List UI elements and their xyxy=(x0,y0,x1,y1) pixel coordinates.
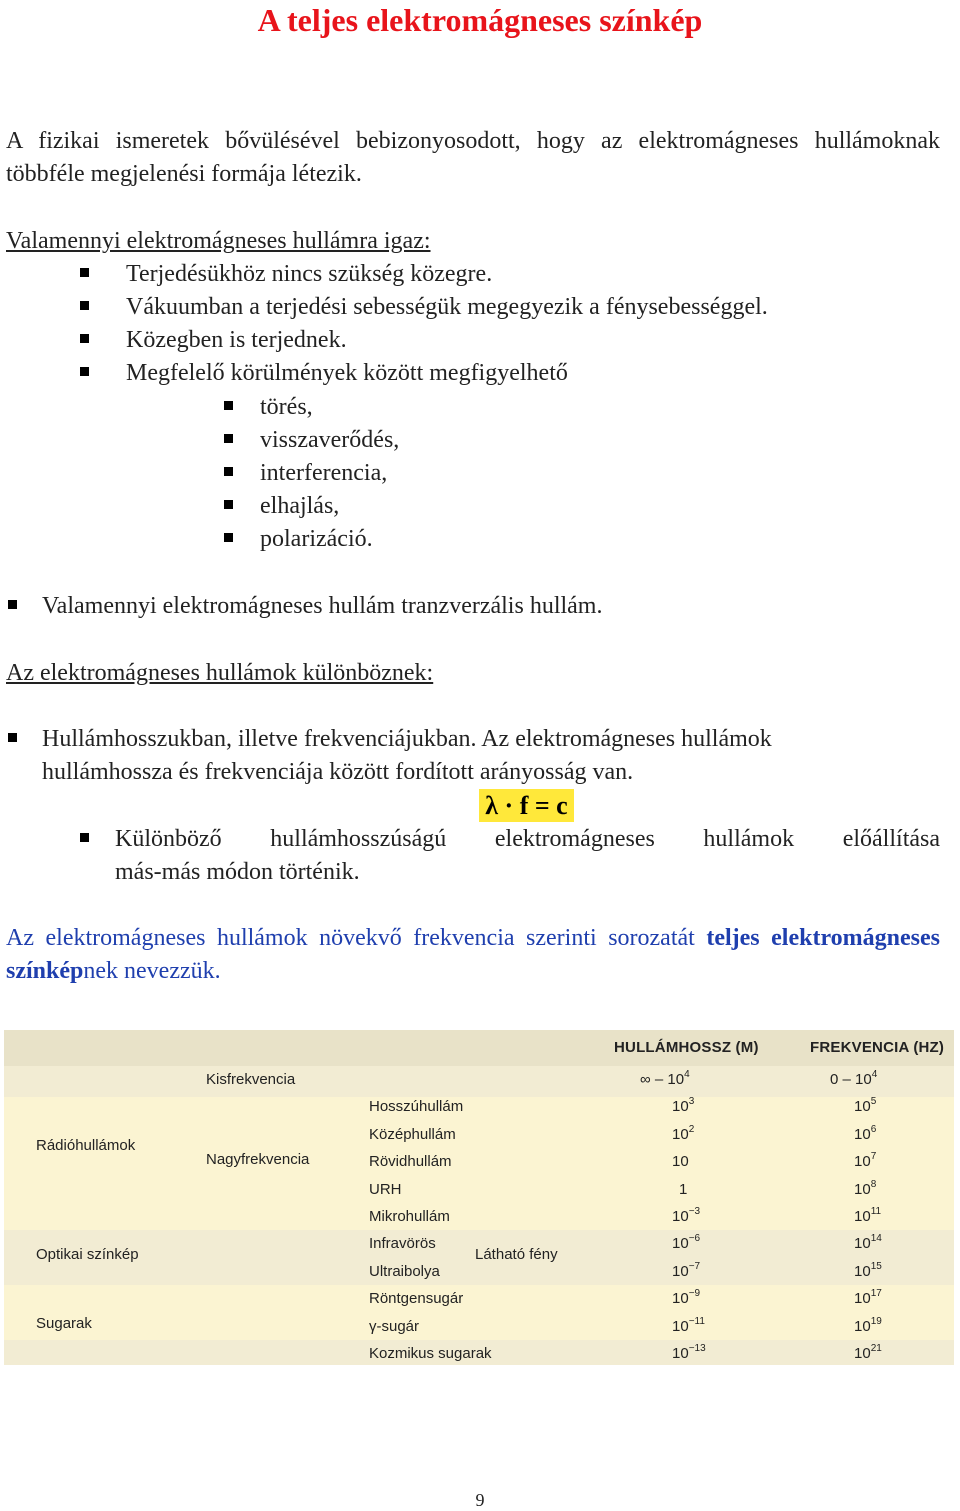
bullet-icon xyxy=(224,533,233,542)
wavelength-cell xyxy=(672,1290,700,1308)
band-name: Rövidhullám xyxy=(369,1153,452,1170)
wavelength-value: 10 xyxy=(672,1263,689,1280)
phenomenon-item: visszaverődés, xyxy=(260,427,400,453)
band-name: Ultraibolya xyxy=(369,1263,440,1280)
band-name: Középhullám xyxy=(369,1126,456,1143)
common-heading: Valamennyi elektromágneses hullámra igaz: xyxy=(6,228,431,254)
bullet-icon xyxy=(224,467,233,476)
wavelength-cell xyxy=(672,1098,694,1116)
bullet-icon xyxy=(80,367,89,376)
bullet-icon xyxy=(80,833,89,842)
phenomenon-item: polarizáció. xyxy=(260,526,373,552)
frequency-exponent: 21 xyxy=(870,1343,882,1354)
frequency-exponent: 6 xyxy=(870,1124,877,1135)
bullet-icon xyxy=(8,733,17,742)
differ-line: hullámhossza és frekvenciája között fordított arányosság van. xyxy=(42,759,634,785)
frequency-exponent: 7 xyxy=(870,1151,877,1162)
production-line: más-más módon történik. xyxy=(115,859,360,885)
frequency-cell xyxy=(854,1290,882,1308)
wavelength-value: 10 xyxy=(672,1318,689,1335)
subcategory-low: Kisfrekvencia xyxy=(206,1071,296,1088)
wavelength-header: HULLÁMHOSSZ (M) xyxy=(614,1039,759,1056)
wavelength-value: 10 xyxy=(672,1290,689,1307)
wavelength-value: 10 xyxy=(672,1153,689,1170)
frequency-value: 10 xyxy=(854,1153,871,1170)
summary-text: Az elektromágneses hullámok növekvő frekvencia szerinti sorozatát xyxy=(6,925,707,951)
wavelength-cell xyxy=(672,1153,689,1171)
summary-paragraph xyxy=(6,922,940,988)
wavelength-value: 10 xyxy=(672,1098,689,1115)
frequency-value: 10 xyxy=(854,1345,871,1362)
category-optical: Optikai színkép xyxy=(36,1246,139,1263)
wavelength-cell xyxy=(672,1208,700,1226)
frequency-cell xyxy=(854,1098,876,1116)
bullet-icon xyxy=(224,434,233,443)
table-header xyxy=(4,1030,954,1066)
band-name: Mikrohullám xyxy=(369,1208,450,1225)
frequency-value: 10 xyxy=(854,1181,871,1198)
bullet-icon xyxy=(80,301,89,310)
subcategory-visible: Látható fény xyxy=(475,1246,558,1263)
wavelength-cell xyxy=(679,1181,687,1199)
wavelength-exponent: −6 xyxy=(688,1233,701,1244)
frequency-cell xyxy=(854,1208,881,1226)
bullet-icon xyxy=(224,401,233,410)
frequency-cell xyxy=(854,1263,882,1281)
frequency-exponent: 5 xyxy=(870,1096,877,1107)
wavelength-value: 10 xyxy=(672,1345,689,1362)
category-radio: Rádióhullámok xyxy=(36,1137,136,1154)
differ-line: Hullámhosszukban, illetve frekvenciájukban. Az elektromágneses hullámok xyxy=(42,726,772,752)
common-item: Közegben is terjednek. xyxy=(126,327,347,353)
wavelength-exponent: −3 xyxy=(688,1206,701,1217)
frequency-exponent: 8 xyxy=(870,1179,877,1190)
frequency-value: 10 xyxy=(854,1208,871,1225)
frequency-cell xyxy=(830,1071,877,1089)
phenomenon-item: interferencia, xyxy=(260,460,388,486)
frequency-header: FREKVENCIA (HZ) xyxy=(810,1039,945,1056)
bullet-icon xyxy=(224,500,233,509)
common-item: Megfelelő körülmények között megfigyelhető xyxy=(126,360,568,386)
wavelength-cell xyxy=(672,1126,694,1144)
frequency-value: 10 xyxy=(854,1290,871,1307)
summary-term: teljes elektromágneses színkép xyxy=(6,925,940,984)
differ-heading: Az elektromágneses hullámok különböznek: xyxy=(6,660,434,686)
wavelength-exponent: −7 xyxy=(688,1261,701,1272)
wavelength-value: ∞ – 10 xyxy=(640,1071,685,1088)
common-item: Vákuumban a terjedési sebességük megegyezik a fénysebességgel. xyxy=(126,294,768,320)
band-name: Röntgensugár xyxy=(369,1290,464,1307)
spectrum-table xyxy=(4,1030,954,1365)
frequency-exponent: 17 xyxy=(870,1288,882,1299)
frequency-exponent: 4 xyxy=(871,1069,878,1080)
wavelength-exponent: −9 xyxy=(688,1288,701,1299)
band-name: Hosszúhullám xyxy=(369,1098,464,1115)
frequency-cell xyxy=(854,1126,876,1144)
production-line: Különböző hullámhosszúságú elektromágneses hullámok előállítása xyxy=(115,826,940,852)
wavelength-exponent: −11 xyxy=(688,1316,705,1327)
phenomenon-item: elhajlás, xyxy=(260,493,340,519)
frequency-value: 0 – 10 xyxy=(830,1071,872,1088)
wavelength-cell xyxy=(640,1071,690,1089)
wavelength-exponent: −13 xyxy=(688,1343,706,1354)
page-title: A teljes elektromágneses színkép xyxy=(257,2,703,38)
wavelength-exponent: 2 xyxy=(688,1124,695,1135)
frequency-value: 10 xyxy=(854,1126,871,1143)
wavelength-value: 10 xyxy=(672,1208,689,1225)
intro-paragraph: A fizikai ismeretek bővülésével bebizonyosodott, hogy az elektromágneses hullámoknak többféle megjelenési formája létezik. xyxy=(6,128,940,187)
frequency-exponent: 19 xyxy=(870,1316,882,1327)
wavelength-value: 1 xyxy=(679,1181,688,1198)
wavelength-cell xyxy=(672,1263,700,1281)
frequency-exponent: 15 xyxy=(870,1261,882,1272)
bullet-icon xyxy=(80,268,89,277)
wave-formula: λ · f = c xyxy=(479,789,574,822)
band-name: γ-sugár xyxy=(369,1318,420,1335)
frequency-cell xyxy=(854,1235,882,1253)
frequency-cell xyxy=(854,1345,882,1363)
phenomenon-item: törés, xyxy=(260,394,313,420)
wavelength-value: 10 xyxy=(672,1126,689,1143)
frequency-value: 10 xyxy=(854,1235,871,1252)
wavelength-cell xyxy=(672,1235,700,1253)
common-item: Terjedésükhöz nincs szükség közegre. xyxy=(126,261,493,287)
summary-text: nek nevezzük. xyxy=(83,958,221,984)
row-band xyxy=(4,1066,954,1097)
frequency-cell xyxy=(854,1318,882,1336)
page-number: 9 xyxy=(475,1490,485,1510)
category-rays: Sugarak xyxy=(36,1315,92,1332)
wavelength-cell xyxy=(672,1345,706,1363)
wavelength-value: 10 xyxy=(672,1235,689,1252)
frequency-exponent: 14 xyxy=(870,1233,882,1244)
frequency-cell xyxy=(854,1181,876,1199)
subcategory-high: Nagyfrekvencia xyxy=(206,1151,310,1168)
band-name: Kozmikus sugarak xyxy=(369,1345,492,1362)
frequency-exponent: 11 xyxy=(870,1206,882,1217)
band-name: Infravörös xyxy=(369,1235,436,1252)
frequency-value: 10 xyxy=(854,1263,871,1280)
frequency-value: 10 xyxy=(854,1318,871,1335)
band-name: URH xyxy=(369,1181,402,1198)
transverse-statement: Valamennyi elektromágneses hullám tranzverzális hullám. xyxy=(42,593,603,619)
frequency-cell xyxy=(854,1153,876,1171)
wavelength-exponent: 3 xyxy=(688,1096,695,1107)
wavelength-cell xyxy=(672,1318,705,1336)
wavelength-exponent: 4 xyxy=(684,1069,690,1080)
frequency-value: 10 xyxy=(854,1098,871,1115)
bullet-icon xyxy=(8,600,17,609)
bullet-icon xyxy=(80,334,89,343)
